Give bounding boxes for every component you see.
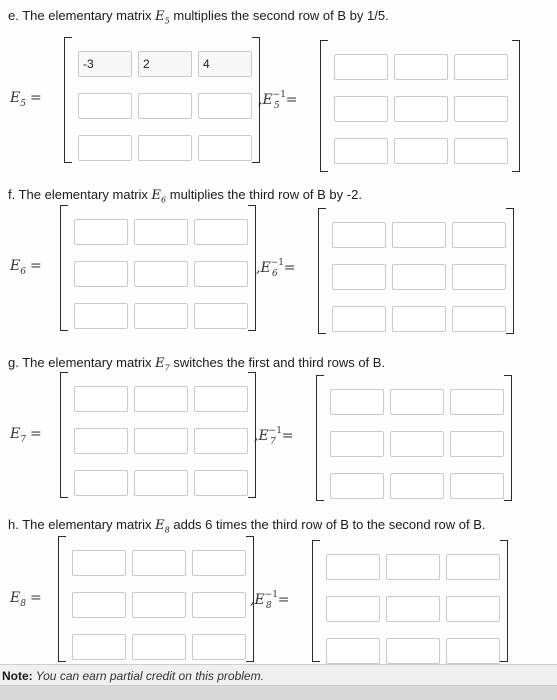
matrix-f-cell-r3c2[interactable]	[134, 303, 188, 329]
matrix-f-inverse-cell-r1c3[interactable]	[452, 222, 506, 248]
problem-e-title	[8, 8, 389, 26]
problem-f-title	[8, 187, 362, 205]
matrix-g-inverse-cell-r1c3[interactable]	[450, 389, 504, 415]
matrix-e-cell-r2c3[interactable]	[198, 93, 252, 119]
matrix-h-inverse-cell-r2c2[interactable]	[386, 596, 440, 622]
inverse-f-label	[256, 258, 296, 279]
matrix-h-inverse-cell-r1c3[interactable]	[446, 554, 500, 580]
label-subscript: 7	[20, 434, 26, 445]
problem-h-title	[8, 517, 486, 535]
matrix-f-inverse-cell-r2c2[interactable]	[392, 264, 446, 290]
matrix-g-inverse-cell-r2c3[interactable]	[450, 431, 504, 457]
matrix-symbol: E	[155, 9, 165, 24]
label-letter: E	[10, 258, 21, 274]
matrix-g-inverse	[316, 375, 512, 501]
right-bracket	[504, 375, 512, 501]
note-text: You can earn partial credit on this problem.	[32, 669, 264, 683]
matrix-subscript: 6	[161, 195, 167, 205]
label-letter: E	[10, 426, 21, 442]
equals-sign: =	[29, 590, 42, 606]
matrix-e-inverse-cell-r3c1[interactable]	[334, 138, 388, 164]
matrix-subscript: 8	[164, 525, 170, 535]
matrix-g-cell-r2c3[interactable]	[194, 428, 248, 454]
matrix-g-cell-r2c1[interactable]	[74, 428, 128, 454]
inverse-superscript: −1	[270, 258, 284, 268]
matrix-e-inverse-cell-r2c1[interactable]	[334, 96, 388, 122]
right-bracket	[248, 205, 256, 331]
matrix-e-label	[10, 90, 42, 109]
matrix-g-inverse-cell-r3c3[interactable]	[450, 473, 504, 499]
matrix-h-cell-r3c1[interactable]	[72, 634, 126, 660]
matrix-g-inverse-cell-r3c1[interactable]	[330, 473, 384, 499]
matrix-g-cell-r1c2[interactable]	[134, 386, 188, 412]
matrix-e-cell-r1c3[interactable]: 4	[198, 51, 252, 77]
inverse-letter: ,E	[258, 92, 273, 108]
matrix-g-inverse-cell-r2c2[interactable]	[390, 431, 444, 457]
matrix-f-cell-r2c2[interactable]	[134, 261, 188, 287]
inverse-subscript: 8	[265, 601, 272, 611]
matrix-e-inverse-cell-r2c3[interactable]	[454, 96, 508, 122]
matrix-e-inverse-cell-r3c3[interactable]	[454, 138, 508, 164]
matrix-f-cell-r3c1[interactable]	[74, 303, 128, 329]
matrix-f-cell-r3c3[interactable]	[194, 303, 248, 329]
equals-sign: =	[29, 426, 42, 442]
matrix-f-inverse-cell-r1c1[interactable]	[332, 222, 386, 248]
note-bar	[0, 664, 557, 686]
matrix-symbol: E	[155, 518, 165, 533]
inverse-h-label	[250, 590, 290, 611]
matrix-e-cell-r2c2[interactable]	[138, 93, 192, 119]
matrix-f-cell-r1c1[interactable]	[74, 219, 128, 245]
matrix-subscript: 5	[164, 16, 170, 26]
matrix-g	[60, 372, 256, 498]
inverse-superscript: −1	[264, 590, 278, 600]
matrix-e	[64, 37, 260, 163]
title-prefix: f. The elementary matrix	[8, 187, 152, 202]
left-bracket	[64, 37, 72, 163]
matrix-g-label	[10, 426, 42, 445]
matrix-f-cell-r1c3[interactable]	[194, 219, 248, 245]
matrix-g-cell-r1c3[interactable]	[194, 386, 248, 412]
matrix-h-inverse	[312, 540, 508, 662]
matrix-h-cell-r3c2[interactable]	[132, 634, 186, 660]
matrix-e-cell-r2c1[interactable]	[78, 93, 132, 119]
title-prefix: g. The elementary matrix	[8, 355, 156, 370]
matrix-f-inverse	[318, 208, 514, 334]
inverse-superscript: −1	[272, 90, 286, 100]
matrix-h-cell-r1c1[interactable]	[72, 550, 126, 576]
matrix-h-inverse-cell-r1c2[interactable]	[386, 554, 440, 580]
label-subscript: 6	[20, 266, 26, 277]
matrix-e-inverse	[320, 40, 520, 172]
matrix-g-inverse-cell-r2c1[interactable]	[330, 431, 384, 457]
left-bracket	[316, 375, 324, 501]
matrix-symbol: E	[155, 356, 165, 371]
matrix-e-inverse-cell-r1c2[interactable]	[394, 54, 448, 80]
label-subscript: 8	[20, 598, 26, 609]
matrix-f-inverse-cell-r3c2[interactable]	[392, 306, 446, 332]
inverse-letter: ,E	[256, 260, 271, 276]
problem-g-title	[8, 355, 385, 373]
title-prefix: h. The elementary matrix	[8, 517, 156, 532]
matrix-e-cell-r3c2[interactable]	[138, 135, 192, 161]
title-prefix: e. The elementary matrix	[8, 8, 156, 23]
title-suffix: switches the first and third rows of B.	[169, 355, 386, 370]
matrix-h-cell-r2c1[interactable]	[72, 592, 126, 618]
matrix-h-inverse-cell-r1c1[interactable]	[326, 554, 380, 580]
matrix-h-inverse-cell-r3c1[interactable]	[326, 638, 380, 664]
matrix-symbol: E	[151, 188, 162, 203]
matrix-f-inverse-cell-r3c1[interactable]	[332, 306, 386, 332]
matrix-e-inverse-cell-r1c1[interactable]	[334, 54, 388, 80]
title-suffix: multiplies the second row of B by 1/5.	[169, 8, 389, 23]
right-bracket	[500, 540, 508, 662]
inverse-e-label	[258, 90, 298, 111]
label-subscript: 5	[20, 98, 26, 109]
matrix-h-cell-r3c3[interactable]	[192, 634, 246, 660]
matrix-g-cell-r1c1[interactable]	[74, 386, 128, 412]
matrix-f-cell-r2c1[interactable]	[74, 261, 128, 287]
inverse-superscript: −1	[268, 426, 282, 436]
left-bracket	[312, 540, 320, 662]
matrix-g-cell-r2c2[interactable]	[134, 428, 188, 454]
equals-sign: =	[285, 92, 298, 108]
right-bracket	[506, 208, 514, 334]
matrix-h-cell-r1c3[interactable]	[192, 550, 246, 576]
equals-sign: =	[29, 258, 42, 274]
equals-sign: =	[29, 90, 42, 106]
matrix-h-inverse-cell-r2c3[interactable]	[446, 596, 500, 622]
matrix-g-inverse-cell-r3c2[interactable]	[390, 473, 444, 499]
matrix-e-inverse-cell-r3c2[interactable]	[394, 138, 448, 164]
matrix-f-inverse-cell-r2c1[interactable]	[332, 264, 386, 290]
matrix-h-inverse-cell-r3c3[interactable]	[446, 638, 500, 664]
matrix-f-inverse-cell-r2c3[interactable]	[452, 264, 506, 290]
matrix-h	[58, 536, 254, 662]
title-suffix: multiplies the third row of B by -2.	[166, 187, 362, 202]
matrix-e-cell-r1c1[interactable]: -3	[78, 51, 132, 77]
matrix-f-inverse-cell-r3c3[interactable]	[452, 306, 506, 332]
left-bracket	[58, 536, 66, 662]
matrix-g-cell-r3c1[interactable]	[74, 470, 128, 496]
left-bracket	[318, 208, 326, 334]
inverse-subscript: 7	[269, 437, 276, 447]
equals-sign: =	[283, 260, 296, 276]
title-suffix: adds 6 times the third row of B to the second row of B.	[169, 517, 486, 532]
matrix-g-inverse-cell-r1c1[interactable]	[330, 389, 384, 415]
matrix-g-cell-r3c3[interactable]	[194, 470, 248, 496]
matrix-subscript: 7	[164, 363, 170, 373]
label-letter: E	[10, 90, 21, 106]
equals-sign: =	[277, 592, 290, 608]
matrix-h-inverse-cell-r3c2[interactable]	[386, 638, 440, 664]
matrix-h-inverse-cell-r2c1[interactable]	[326, 596, 380, 622]
matrix-f-inverse-cell-r1c2[interactable]	[392, 222, 446, 248]
inverse-letter: ,E	[254, 428, 269, 444]
matrix-f	[60, 205, 256, 331]
matrix-e-inverse-cell-r2c2[interactable]	[394, 96, 448, 122]
inverse-letter: ,E	[250, 592, 265, 608]
inverse-subscript: 6	[271, 269, 278, 279]
matrix-e-cell-r3c1[interactable]	[78, 135, 132, 161]
matrix-h-cell-r2c3[interactable]	[192, 592, 246, 618]
matrix-e-cell-r1c2[interactable]: 2	[138, 51, 192, 77]
inverse-g-label	[254, 426, 294, 447]
matrix-e-inverse-cell-r1c3[interactable]	[454, 54, 508, 80]
left-bracket	[60, 205, 68, 331]
matrix-h-label	[10, 590, 42, 609]
left-bracket	[320, 40, 328, 172]
matrix-f-cell-r2c3[interactable]	[194, 261, 248, 287]
equals-sign: =	[281, 428, 294, 444]
matrix-h-cell-r2c2[interactable]	[132, 592, 186, 618]
note-label: Note:	[2, 669, 33, 683]
label-letter: E	[10, 590, 21, 606]
bottom-strip	[0, 686, 557, 700]
left-bracket	[60, 372, 68, 498]
inverse-subscript: 5	[273, 101, 280, 111]
matrix-g-inverse-cell-r1c2[interactable]	[390, 389, 444, 415]
matrix-e-cell-r3c3[interactable]	[198, 135, 252, 161]
matrix-f-cell-r1c2[interactable]	[134, 219, 188, 245]
right-bracket	[512, 40, 520, 172]
matrix-f-label	[10, 258, 42, 277]
matrix-h-cell-r1c2[interactable]	[132, 550, 186, 576]
matrix-g-cell-r3c2[interactable]	[134, 470, 188, 496]
